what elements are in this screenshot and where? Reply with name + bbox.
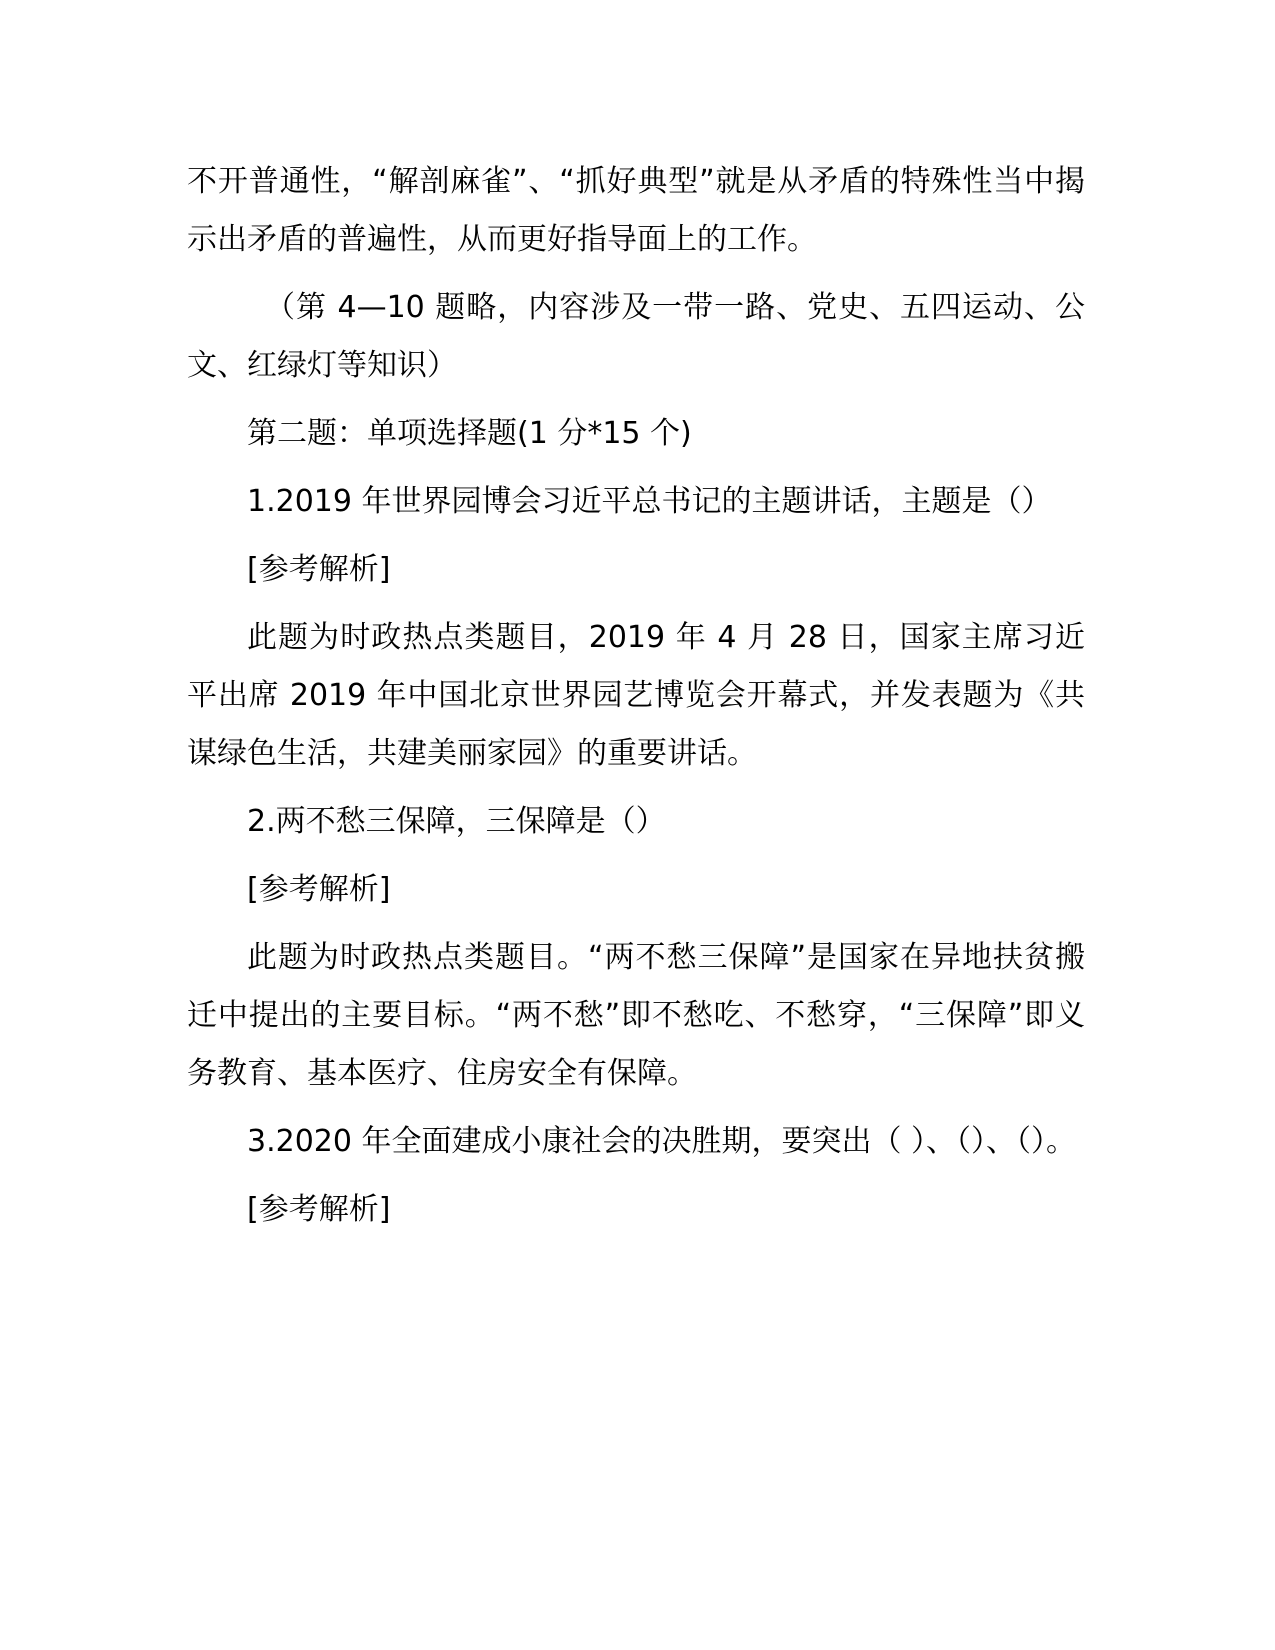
section-heading-single-choice: 第二题：单项选择题(1 分*15 个) xyxy=(247,416,692,451)
reference-analysis-label-3: [参考解析] xyxy=(247,1192,391,1227)
question-1: 1.2019 年世界园博会习近平总书记的主题讲话，主题是（） xyxy=(247,484,1052,519)
document-body xyxy=(187,153,1085,1249)
question-2: 2.两不愁三保障，三保障是（） xyxy=(247,804,666,839)
analysis-1: 此题为时政热点类题目，2019 年 4 月 28 日，国家主席习近平出席 2019 年中国北京世界园艺博览会开幕式，并发表题为《共谋绿色生活，共建美丽家园》的重要讲话。 xyxy=(187,620,1085,771)
analysis-2: 此题为时政热点类题目。“两不愁三保障”是国家在异地扶贫搬迁中提出的主要目标。“两不愁”即不愁吃、不愁穿，“三保障”即义务教育、基本医疗、住房安全有保障。 xyxy=(187,940,1085,1091)
question-3: 3.2020 年全面建成小康社会的决胜期，要突出（ ）、（）、（）。 xyxy=(247,1124,1077,1159)
reference-analysis-label-1: [参考解析] xyxy=(247,552,391,587)
reference-analysis-label-2: [参考解析] xyxy=(247,872,391,907)
paragraph-omitted-questions-note: （第 4—10 题略，内容涉及一带一路、党史、五四运动、公文、红绿灯等知识） xyxy=(187,290,1085,383)
paragraph-continuation: 不开普通性，“解剖麻雀”、“抓好典型”就是从矛盾的特殊性当中揭示出矛盾的普遍性，从而更好指导面上的工作。 xyxy=(187,164,1085,257)
